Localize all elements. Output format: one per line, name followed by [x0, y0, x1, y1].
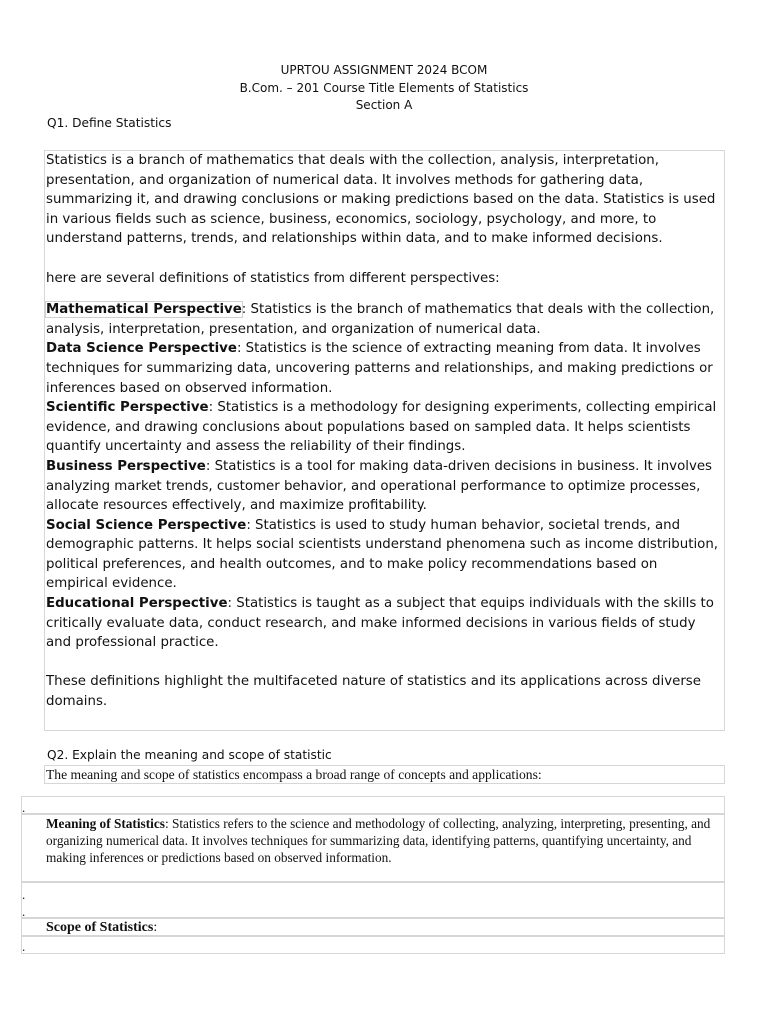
answer-1-lead: here are several definitions of statistics from different perspectives:	[46, 270, 500, 286]
bullet-rows-box	[21, 882, 725, 918]
bullet-mark: .	[22, 939, 26, 954]
scope-heading	[46, 919, 157, 937]
bullet-row-box	[21, 796, 725, 814]
answer-1-conclusion: These definitions highlight the multifaceted nature of statistics and its applications across diverse domains.	[46, 674, 701, 710]
perspective-mathematical	[46, 300, 722, 339]
perspective-educational	[46, 594, 722, 653]
answer-1-text	[46, 151, 722, 712]
scope-text: :	[153, 920, 158, 935]
document-header	[0, 62, 768, 115]
perspective-text: : Statistics is the branch of mathematics that deals with the collection, analysis, interpretation, presentation, and organization of numerical data.	[46, 302, 715, 337]
meaning-paragraph	[46, 815, 722, 866]
bullet-mark: .	[22, 904, 26, 919]
course-title: B.Com. – 201 Course Title Elements of Statistics	[239, 80, 529, 95]
answer-2-intro: The meaning and scope of statistics encompass a broad range of concepts and applications:	[46, 767, 542, 782]
perspective-term: Business Perspective	[46, 458, 206, 474]
bullet-mark: .	[22, 800, 26, 815]
perspective-social-science	[46, 516, 722, 594]
perspective-term: Educational Perspective	[46, 596, 228, 612]
meaning-term: Meaning of Statistics	[46, 816, 165, 831]
perspective-term: Data Science Perspective	[46, 341, 237, 357]
perspective-business	[46, 457, 722, 516]
perspective-term: Social Science Perspective	[46, 517, 247, 533]
meaning-text: : Statistics refers to the science and methodology of collecting, analyzing, interpreting, presenting, and organizing numerical data. It involves techniques for summarizing data, identifying patterns, quantifying uncertainty, and making inferences or predictions based on observed information.	[46, 816, 711, 865]
perspective-term: Mathematical Perspective	[46, 302, 242, 318]
bullet-mark: .	[22, 887, 26, 902]
perspective-text: : Statistics is taught as a subject that equips individuals with the skills to critically evaluate data, conduct research, and make informed decisions in various fields of study and professional practice.	[46, 596, 714, 651]
perspective-text: : Statistics is a tool for making data-driven decisions in business. It involves analyzing market trends, customer behavior, and operational performance to optimize processes, allocate resources effectively, and maximize profitability.	[46, 458, 713, 514]
perspective-text: : Statistics is the science of extracting meaning from data. It involves techniques for summarizing data, uncovering patterns and relationships, and making predictions or inferences based on observed information.	[46, 341, 713, 396]
scope-term: Scope of Statistics	[46, 920, 154, 935]
question-2-label: Q2. Explain the meaning and scope of statistic	[47, 748, 332, 762]
section-label: Section A	[355, 98, 413, 112]
perspective-text: : Statistics is used to study human behavior, societal trends, and demographic patterns. It helps social scientists understand phenomena such as income distribution, political preferences, and health outcomes, and to make policy recommendations based on empirical evidence.	[46, 517, 719, 592]
perspective-term: Scientific Perspective	[46, 400, 209, 416]
answer-1-intro: Statistics is a branch of mathematics that deals with the collection, analysis, interpretation, presentation, and organization of numerical data. It involves methods for gathering data, summarizing it, and drawing conclusions or making predictions based on the data. Statistics is used in various fields such as science, business, economics, sociology, psychology, and more, to understand patterns, trends, and relationships within data, and to make informed decisions.	[46, 153, 716, 247]
perspective-data-science	[46, 339, 722, 398]
question-1-label: Q1. Define Statistics	[47, 116, 172, 130]
perspective-text: : Statistics is a methodology for designing experiments, collecting empirical evidence, and drawing conclusions about populations based on sampled data. It helps scientists quantify uncertainty and assess the reliability of their findings.	[46, 400, 717, 455]
perspective-scientific	[46, 398, 722, 457]
bullet-row-box	[21, 936, 725, 954]
assignment-title: UPRTOU ASSIGNMENT 2024 BCOM	[280, 63, 488, 77]
